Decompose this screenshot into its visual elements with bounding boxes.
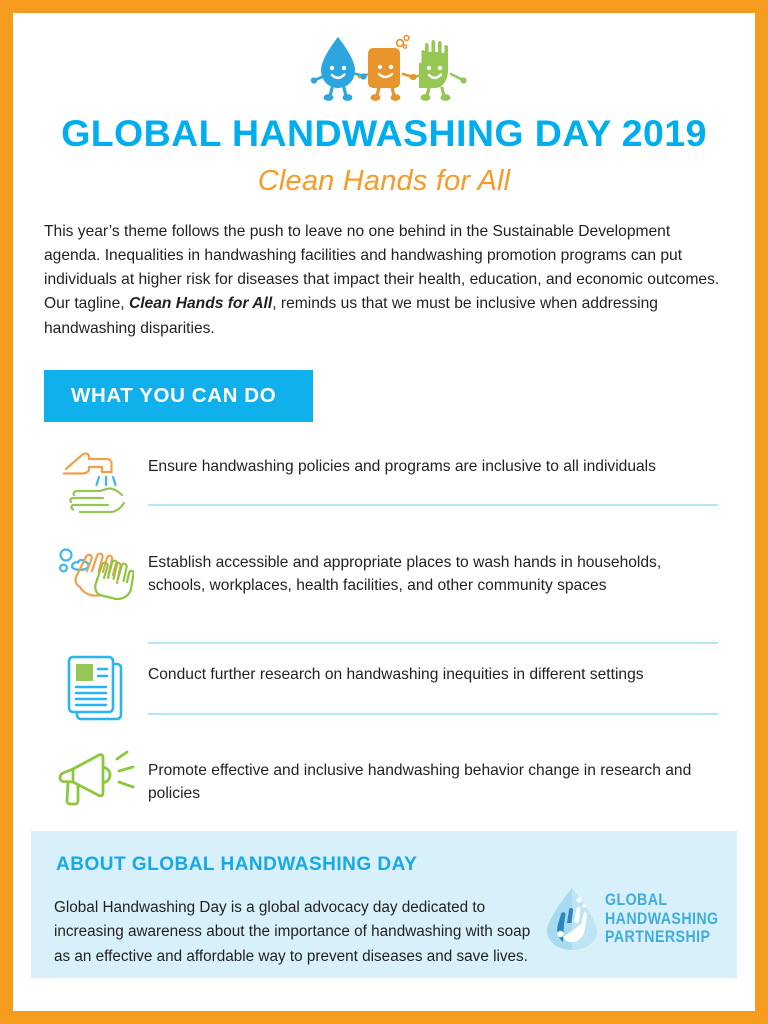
- logo-line-1: GLOBAL: [605, 891, 668, 910]
- what-you-can-do-banner: [44, 370, 313, 422]
- intro-text-part1: This year’s theme follows the push to leave no one behind in the Sustainable Development agenda. Inequalities in handwashing facilities and handwashing promotion programs can put individuals at higher risk for diseases that impact their health, education, and economic outcomes. Our tagline,: [44, 222, 720, 313]
- action-divider: [148, 642, 718, 644]
- intro-tagline: Clean Hands for All: [128, 295, 273, 313]
- action-item: [13, 441, 755, 537]
- banner-label: WHAT YOU CAN DO: [71, 384, 277, 408]
- intro-text-part2: , reminds us that we must be inclusive when addressing handwashing disparities.: [44, 295, 658, 337]
- about-panel-text: Global Handwashing Day is a global advocacy day dedicated to increasing awareness about the importance of handwashing with soap as an effective and affordable way to prevent diseases and save lives.: [54, 899, 531, 965]
- action-text: Conduct further research on handwashing inequities in different settings: [148, 666, 644, 684]
- action-item: [13, 537, 755, 649]
- global-handwashing-partnership-logo: [543, 876, 737, 952]
- logo-line-3: PARTNERSHIP: [605, 928, 711, 947]
- research-documents-icon: [44, 649, 148, 723]
- action-text: Ensure handwashing policies and programs are inclusive to all individuals: [148, 458, 656, 476]
- page-subtitle: Clean Hands for All: [257, 164, 511, 197]
- action-item: [13, 649, 755, 745]
- action-item: [13, 745, 755, 825]
- about-panel-title: ABOUT GLOBAL HANDWASHING DAY: [56, 854, 418, 875]
- action-text: Promote effective and inclusive handwashing behavior change in research and policies: [148, 762, 692, 803]
- intro-paragraph: [44, 220, 728, 342]
- about-panel: [31, 831, 737, 978]
- hands-with-soap-bubbles-icon: [44, 537, 148, 603]
- action-body: [148, 745, 755, 806]
- action-divider: [148, 713, 718, 715]
- infographic-page: [13, 13, 755, 1011]
- action-body: [148, 649, 755, 715]
- mascot-trio-illustration: [299, 13, 469, 102]
- water-drop-with-hands-logo: [543, 886, 601, 952]
- about-panel-body: [31, 876, 737, 969]
- action-body: [148, 441, 755, 506]
- logo-wordmark: [605, 891, 737, 947]
- action-text: Establish accessible and appropriate places to wash hands in households, schools, workplaces, health facilities, and other community spaces: [148, 554, 662, 595]
- action-body: [148, 537, 755, 644]
- action-divider: [148, 504, 718, 506]
- megaphone-icon: [44, 745, 148, 811]
- page-title: GLOBAL HANDWASHING DAY 2019: [61, 112, 707, 154]
- logo-line-2: HANDWASHING: [605, 909, 719, 928]
- action-list: [13, 441, 755, 825]
- handwashing-under-water-icon: [44, 441, 148, 521]
